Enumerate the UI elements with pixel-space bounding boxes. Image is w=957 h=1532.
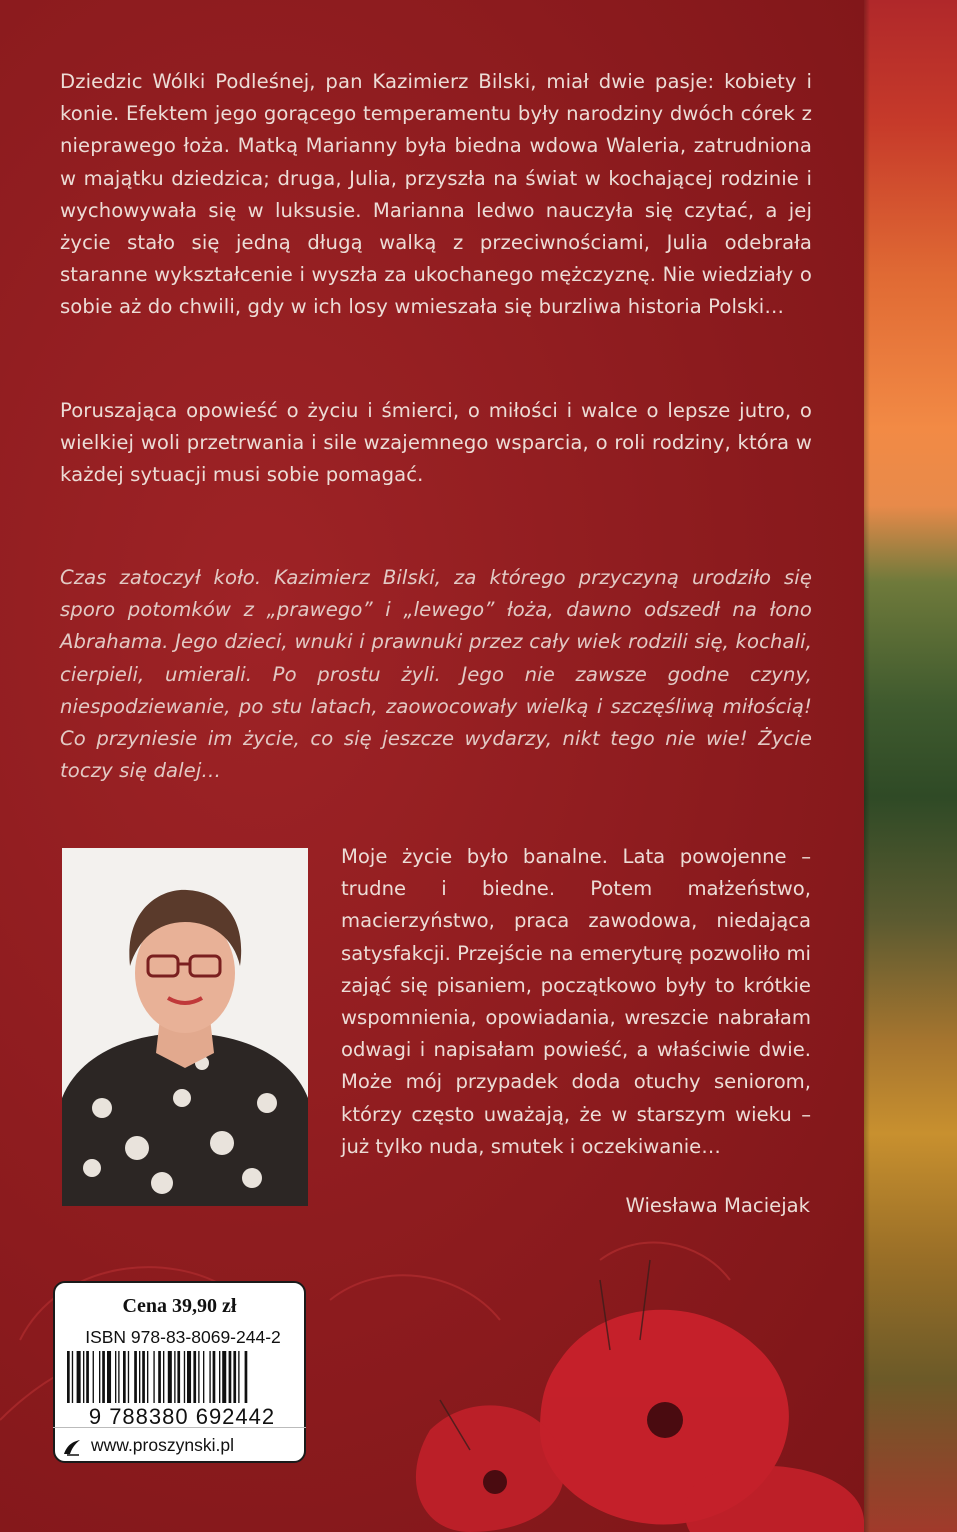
barcode-bar	[203, 1351, 204, 1403]
barcode-bar	[99, 1351, 100, 1403]
barcode-bar	[177, 1351, 180, 1403]
barcode-bar	[107, 1351, 111, 1403]
barcode-bar	[213, 1351, 216, 1403]
barcode-bar	[168, 1351, 172, 1403]
barcode-bar	[174, 1351, 175, 1403]
barcode-bar	[142, 1351, 145, 1403]
book-excerpt: Czas zatoczył koło. Kazimierz Bilski, za którego przyczyną urodziło się sporo potomków z „prawego” i „lewego” łoża, dawno odszedł na łono Abrahama. Jego dzieci, wnuki i prawnuki przez cały wiek rodzili się, kochali, cierpieli, umierali. Po prostu żyli. Jego nie zawsze godne czyny, niespodziewanie, po stu latach, zaowocowały wielką i szczęśliwą miłością! Co przyniesie im życie, co się jeszcze wydarzy, nikt tego nie wie! Życie toczy się dalej…	[60, 566, 812, 783]
barcode-digits: 9 788380 692442	[88, 1404, 276, 1429]
barcode-bar	[102, 1351, 105, 1403]
publisher-website	[53, 1427, 306, 1464]
barcode-bar	[233, 1351, 236, 1403]
publisher-url[interactable]: www.proszynski.pl	[91, 1435, 234, 1455]
barcode-bar	[115, 1351, 116, 1403]
spine-photo-strip	[864, 0, 957, 1532]
barcode-bar	[72, 1351, 73, 1403]
barcode-bar	[118, 1351, 119, 1403]
publisher-logo-icon	[61, 1436, 83, 1458]
barcode-bar	[198, 1351, 199, 1403]
barcode-bar	[134, 1351, 137, 1403]
barcode-bar	[86, 1351, 89, 1403]
spine-edge-shadow	[864, 0, 870, 1532]
barcode-bar	[153, 1351, 154, 1403]
barcode-bar	[123, 1351, 126, 1403]
barcode-bar	[238, 1351, 239, 1403]
barcode-bar	[209, 1351, 210, 1403]
description-paragraph-2: Poruszająca opowieść o życiu i śmierci, o miłości i walce o lepsze jutro, o wielkiej woli przetrwania i sile wzajemnego wsparcia, o roli rodziny, która w każdej sytuacji musi sobie pomagać.	[60, 399, 812, 487]
barcode-bar	[77, 1351, 81, 1403]
price-label: Cena 39,90 zł	[122, 1295, 237, 1317]
author-photo	[62, 848, 308, 1206]
barcode-bar	[163, 1351, 164, 1403]
barcode-bar	[187, 1351, 191, 1403]
barcode-bar	[193, 1351, 196, 1403]
barcode-bar	[139, 1351, 140, 1403]
barcode-bar	[128, 1351, 129, 1403]
barcode-bar	[67, 1351, 70, 1403]
isbn-label: ISBN 978-83-8069-244-2	[85, 1327, 281, 1347]
barcode-bar	[219, 1351, 220, 1403]
barcode-bar	[229, 1351, 232, 1403]
author-signature: Wiesława Maciejak	[625, 1194, 810, 1217]
barcode-bar	[222, 1351, 226, 1403]
barcode-bar	[184, 1351, 185, 1403]
description-paragraph-1: Dziedzic Wólki Podleśnej, pan Kazimierz Bilski, miał dwie pasje: kobiety i konie. Efektem jego gorącego temperamentu były narodziny dwóch córek z nieprawego łoża. Matką Marianny była biedna wdowa Waleria, zatrudniona w majątku dziedzica; druga, Julia, przyszła na świat w kochającej rodzinie i wychowywała się w luksusie. Marianna ledwo nauczyła się czytać, a jej życie stało się jedną długą walką z przeciwnościami, Julia odebrała staranne wykształcenie i wyszła za ukochanego mężczyznę. Nie wiedziały o sobie aż do chwili, gdy w ich losy wmieszała się burzliwa historia Polski…	[60, 70, 812, 319]
barcode-bar	[147, 1351, 148, 1403]
barcode	[65, 1351, 301, 1403]
author-bio: Moje życie było banalne. Lata powojenne – trudne i biedne. Potem małżeństwo, macierzyństwo, praca zawodowa, niedająca satysfakcji. Przejście na emeryturę pozwoliło mi zająć się pisaniem, początkowo były to krótkie wspomnienia, opowiadania, wreszcie nabrałam odwagi i napisałam powieść, a właściwie dwie. Może mój przypadek doda otuchy seniorom, którzy często uważają, że w starszym wieku – już tylko nuda, smutek i oczekiwanie…	[341, 845, 811, 1158]
barcode-bar	[245, 1351, 248, 1403]
barcode-bar	[83, 1351, 84, 1403]
barcode-bar	[93, 1351, 94, 1403]
barcode-bar	[158, 1351, 161, 1403]
